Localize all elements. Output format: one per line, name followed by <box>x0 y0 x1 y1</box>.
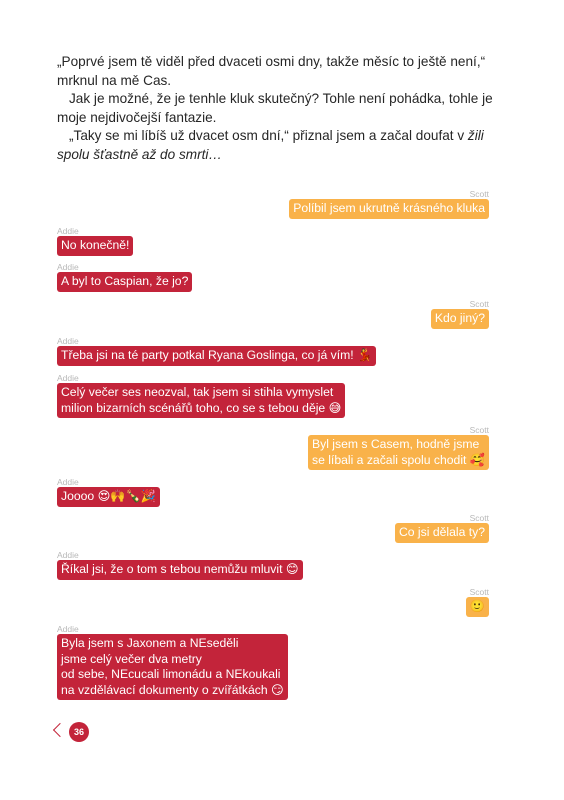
sender-label: Addie <box>57 373 79 383</box>
message-bubble: Políbil jsem ukrutně krásného kluka <box>289 199 489 219</box>
sender-label: Addie <box>57 477 79 487</box>
sender-label: Scott <box>469 587 489 597</box>
message-scott <box>57 299 489 329</box>
message-bubble: Byla jsem s Jaxonem a NEseděli jsme celý večer dva metry od sebe, NEcucali limonádu a NEkoukali na vzdělávací dokumenty o zvířátkách 😏 <box>57 634 288 700</box>
page-footer <box>52 722 92 742</box>
message-addie <box>57 550 489 580</box>
sender-label: Scott <box>469 189 489 199</box>
sender-label: Addie <box>57 226 79 236</box>
book-prose <box>57 53 507 165</box>
paragraph-2: Jak je možné, že je tenhle kluk skutečný? Tohle není pohádka, tohle je moje nejdivočejší fantazie. <box>57 91 493 125</box>
paragraph-3 <box>57 127 507 164</box>
sender-label: Scott <box>469 425 489 435</box>
message-bubble: Co jsi dělala ty? <box>395 523 489 543</box>
page-number-badge: 36 <box>69 722 89 742</box>
paragraph-3-italic: žili spolu šťastně až do smrti… <box>57 128 484 162</box>
message-bubble: Byl jsem s Casem, hodně jsme se líbali a začali spolu chodit 🥰 <box>308 435 489 470</box>
sender-label: Addie <box>57 336 79 346</box>
message-scott <box>57 189 489 219</box>
message-bubble: Celý večer ses neozval, tak jsem si stihla vymyslet milion bizarních scénářů toho, co se s tebou děje 😅 <box>57 383 345 418</box>
paragraph-3-text: „Taky se mi líbíš už dvacet osm dní,“ přiznal jsem a začal doufat v <box>69 128 468 144</box>
sender-label: Addie <box>57 262 79 272</box>
message-addie <box>57 262 489 292</box>
message-bubble: Kdo jiný? <box>431 309 489 329</box>
message-bubble: No konečně! <box>57 236 133 256</box>
message-addie <box>57 624 489 700</box>
chevron-left-icon[interactable] <box>53 723 67 737</box>
sender-label: Scott <box>469 513 489 523</box>
message-bubble: Joooo 😍🙌🍾🎉 <box>57 487 160 507</box>
sender-label: Addie <box>57 550 79 560</box>
message-scott <box>57 587 489 617</box>
message-bubble: Říkal jsi, že o tom s tebou nemůžu mluvit 😊 <box>57 560 303 580</box>
message-scott <box>57 513 489 543</box>
message-bubble: A byl to Caspian, že jo? <box>57 272 192 292</box>
message-addie <box>57 373 489 418</box>
message-scott <box>57 425 489 470</box>
sender-label: Scott <box>469 299 489 309</box>
message-addie <box>57 226 489 256</box>
sender-label: Addie <box>57 624 79 634</box>
message-addie <box>57 336 489 366</box>
message-bubble: Třeba jsi na té party potkal Ryana Goslinga, co já vím! 💃 <box>57 346 376 366</box>
paragraph-1: „Poprvé jsem tě viděl před dvaceti osmi dny, takže měsíc to ještě není,“ mrknul na mě Cas. <box>57 54 486 88</box>
message-bubble: 🙂 <box>466 597 489 617</box>
message-addie <box>57 477 489 507</box>
